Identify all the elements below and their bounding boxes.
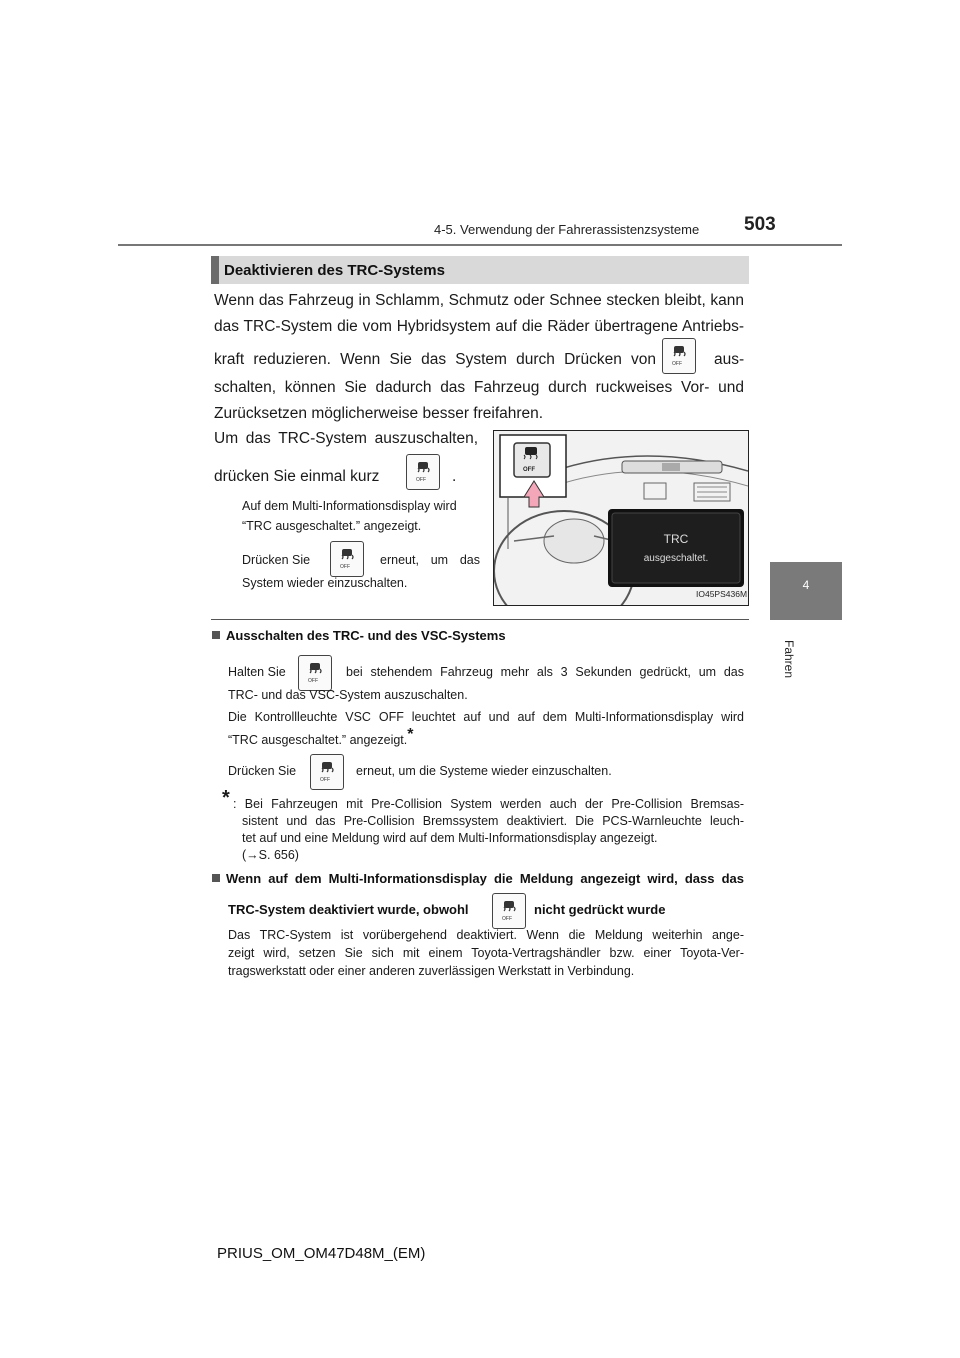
trc-off-button-icon bbox=[492, 893, 526, 929]
footnote-ref: (→S. 656) bbox=[242, 848, 299, 862]
sub1-p1-a: Halten Sie bbox=[228, 665, 286, 679]
sub1-p3-a: Drücken Sie bbox=[228, 764, 297, 778]
trc-off-button-icon bbox=[662, 338, 696, 374]
dashboard-illustration bbox=[493, 430, 749, 606]
intro-line-4: schalten, können Sie dadurch das Fahrzeug durch ruckweises Vor- und bbox=[214, 379, 744, 396]
note-line-3a: Drücken Sie bbox=[242, 553, 311, 567]
footnote-line-1: : Bei Fahrzeugen mit Pre-Collision System werden auch der Pre-Collision Bremsas- bbox=[233, 797, 744, 811]
subsection2-heading-c: nicht gedrückt wurde bbox=[534, 902, 666, 917]
page-number: 503 bbox=[744, 214, 776, 235]
svg-text:OFF: OFF bbox=[672, 361, 682, 367]
sub1-p1-c: TRC- und das VSC-System auszuschalten. bbox=[228, 688, 468, 702]
svg-text:OFF: OFF bbox=[308, 678, 318, 684]
step1-line-1: Um das TRC-System auszuschalten, bbox=[214, 430, 478, 447]
display-text-off: ausgeschaltet. bbox=[643, 553, 709, 564]
document-code: PRIUS_OM_OM47D48M_(EM) bbox=[217, 1245, 426, 1262]
sub2-line-2: zeigt wird, setzen Sie sich mit einem Toyota-Vertragshändler bzw. einer Toyota-Ver- bbox=[228, 946, 744, 960]
sub1-p2-a: Die Kontrollleuchte VSC OFF leuchtet auf und auf dem Multi-Informationsdisplay wird bbox=[228, 710, 744, 724]
section-title: Deaktivieren des TRC-Systems bbox=[224, 262, 445, 279]
chapter-tab-number: 4 bbox=[802, 578, 810, 592]
intro-line-3: kraft reduzieren. Wenn Sie das System durch Drücken von bbox=[214, 351, 656, 368]
note-line-4: System wieder einzuschalten. bbox=[242, 576, 408, 590]
intro-line-5: Zurücksetzen möglicherweise besser freifahren. bbox=[214, 405, 544, 422]
car-slip-icon bbox=[339, 548, 355, 570]
step1-line-2: drücken Sie einmal kurz bbox=[214, 468, 380, 485]
note-line-1: Auf dem Multi-Informationsdisplay wird bbox=[242, 499, 457, 513]
car-slip-icon bbox=[307, 662, 323, 684]
note-line-2: “TRC ausgeschaltet.” angezeigt. bbox=[242, 519, 422, 533]
car-slip-icon bbox=[501, 900, 517, 922]
bullet-square-icon bbox=[212, 874, 220, 882]
sub1-p1-b: bei stehendem Fahrzeug mehr als 3 Sekunden gedrückt, um das bbox=[346, 665, 744, 679]
sub2-line-3: tragswerkstatt oder einer anderen zuverlässigen Werkstatt in Verbindung. bbox=[228, 964, 635, 978]
svg-text:OFF: OFF bbox=[320, 777, 330, 783]
footnote-line-3: tet auf und eine Meldung wird auf dem Multi-Informationsdisplay angezeigt. bbox=[242, 831, 658, 845]
header-divider bbox=[118, 244, 842, 246]
intro-line-3-end: aus- bbox=[714, 351, 745, 368]
header-section-title: 4-5. Verwendung der Fahrerassistenzsysteme bbox=[434, 222, 700, 237]
car-slip-icon bbox=[319, 761, 335, 783]
display-text-trc: TRC bbox=[663, 532, 689, 546]
trc-off-button-icon bbox=[406, 454, 440, 490]
subsection2-heading-a: Wenn auf dem Multi-Informationsdisplay die Meldung angezeigt wird, dass das bbox=[212, 871, 744, 886]
dashboard-drawing bbox=[494, 431, 748, 605]
subsection1-heading: Ausschalten des TRC- und des VSC-Systems bbox=[212, 628, 506, 643]
svg-text:OFF: OFF bbox=[502, 916, 512, 922]
car-slip-icon bbox=[671, 345, 687, 367]
chapter-tab-label: Fahren bbox=[782, 640, 796, 679]
svg-text:OFF: OFF bbox=[523, 467, 535, 473]
step1-period: . bbox=[452, 468, 457, 485]
section-end-rule bbox=[211, 619, 749, 620]
note-line-3b: erneut, um das bbox=[380, 553, 480, 567]
bullet-square-icon bbox=[212, 631, 220, 639]
svg-text:OFF: OFF bbox=[416, 477, 426, 483]
footnote-line-2: sistent und das Pre-Collision Bremssystem deaktiviert. Die PCS-Warnleuchte leuch- bbox=[242, 814, 744, 828]
car-slip-icon bbox=[415, 461, 431, 483]
trc-off-button-icon bbox=[330, 541, 364, 577]
subsection2-heading-b: TRC-System deaktiviert wurde, obwohl bbox=[228, 902, 469, 917]
svg-text:OFF: OFF bbox=[340, 564, 350, 570]
intro-line-1: Wenn das Fahrzeug in Schlamm, Schmutz oder Schnee stecken bleibt, kann bbox=[214, 292, 744, 309]
figure-code: IO45PS436M bbox=[696, 589, 748, 599]
footnote-star: * bbox=[222, 787, 230, 809]
sub2-line-1: Das TRC-System ist vorübergehend deaktiviert. Wenn die Meldung weiterhin ange- bbox=[228, 928, 744, 942]
sub1-p3-b: erneut, um die Systeme wieder einzuschalten. bbox=[356, 764, 612, 778]
trc-off-button-icon bbox=[310, 754, 344, 790]
sub1-p2-b: “TRC ausgeschaltet.” angezeigt.* bbox=[228, 726, 414, 748]
intro-line-2: das TRC-System die vom Hybridsystem auf die Räder übertragene Antriebs- bbox=[214, 318, 744, 335]
